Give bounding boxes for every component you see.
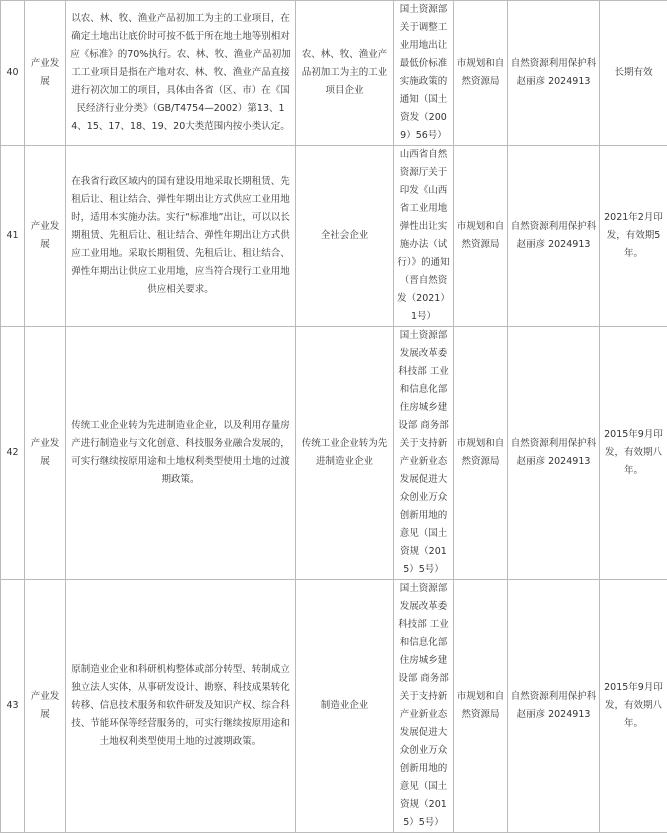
policy-content-cell: 传统工业企业转为先进制造业企业，以及利用存量房产进行制造业与文化创意、科技服务业融合发展的，可实行继续按原用途和土地权利类型使用土地的过渡期政策。 [66,327,296,580]
category-cell: 产业发展 [25,1,66,146]
table-row [1,327,667,580]
table-row [1,580,667,833]
validity-cell: 2021年2月印发，有效期5年。 [600,146,667,327]
policy-content-cell: 原制造业企业和科研机构整体或部分转型、转制成立独立法人实体，从事研发设计、勘察、科技成果转化转移、信息技术服务和软件研发及知识产权、综合科技、节能环保等经营服务的，可实行继续按原用途和土地权利类型使用土地的过渡期政策。 [66,580,296,833]
basis-cell: 国土资源部关于调整工业用地出让最低价标准实施政策的通知（国土资发（2009）56号） [394,1,454,146]
target-cell: 传统工业企业转为先进制造业企业 [296,327,394,580]
department-cell: 市规划和自然资源局 [454,1,508,146]
validity-cell: 长期有效 [600,1,667,146]
department-cell: 市规划和自然资源局 [454,327,508,580]
table-row [1,1,667,146]
validity-cell: 2015年9月印发，有效期八年。 [600,327,667,580]
category-cell: 产业发展 [25,146,66,327]
department-cell: 市规划和自然资源局 [454,580,508,833]
basis-cell: 山西省自然资源厅关于印发《山西省工业用地弹性出让实施办法（试行）》的通知（晋自然资发（2021）1号） [394,146,454,327]
target-cell: 农、林、牧、渔业产品初加工为主的工业项目企业 [296,1,394,146]
target-cell: 全社会企业 [296,146,394,327]
category-cell: 产业发展 [25,327,66,580]
row-number: 42 [1,327,25,580]
validity-cell: 2015年9月印发，有效期八年。 [600,580,667,833]
contact-cell: 自然资源利用保护科 赵丽彦 2024913 [508,1,600,146]
policy-content-cell: 在我省行政区域内的国有建设用地采取长期租赁、先租后让、租让结合、弹性年期出让方式供应工业用地时，适用本实施办法。实行“标准地”出让，可以以长期租赁、先租后让、租让结合、弹性年期出让方式供应工业用地。采取长期租赁、先租后让、租让结合、弹性年期出让供应工业用地，应当符合现行工业用地供应相关要求。 [66,146,296,327]
row-number: 43 [1,580,25,833]
table-row [1,146,667,327]
department-cell: 市规划和自然资源局 [454,146,508,327]
contact-cell: 自然资源利用保护科 赵丽彦 2024913 [508,327,600,580]
policy-content-cell: 以农、林、牧、渔业产品初加工为主的工业项目，在确定土地出让底价时可按不低于所在地土地等别相对应《标准》的70%执行。农、林、牧、渔业产品初加工工业项目是指在产地对农、林、牧、渔业产品直接进行初次加工的项目，具体由各省（区、市）在《国民经济行业分类》（GB/T4754—2002）第13、14、15、17、18、19、20大类范围内按小类认定。 [66,1,296,146]
category-cell: 产业发展 [25,580,66,833]
contact-cell: 自然资源利用保护科 赵丽彦 2024913 [508,146,600,327]
contact-cell: 自然资源利用保护科 赵丽彦 2024913 [508,580,600,833]
target-cell: 制造业企业 [296,580,394,833]
row-number: 40 [1,1,25,146]
basis-cell: 国土资源部 发展改革委 科技部 工业和信息化部 住房城乡建设部 商务部关于支持新产业新业态发展促进大众创业万众创新用地的意见（国土资规（2015）5号） [394,327,454,580]
row-number: 41 [1,146,25,327]
basis-cell: 国土资源部 发展改革委 科技部 工业和信息化部 住房城乡建设部 商务部关于支持新产业新业态发展促进大众创业万众创新用地的意见（国土资规（2015）5号） [394,580,454,833]
